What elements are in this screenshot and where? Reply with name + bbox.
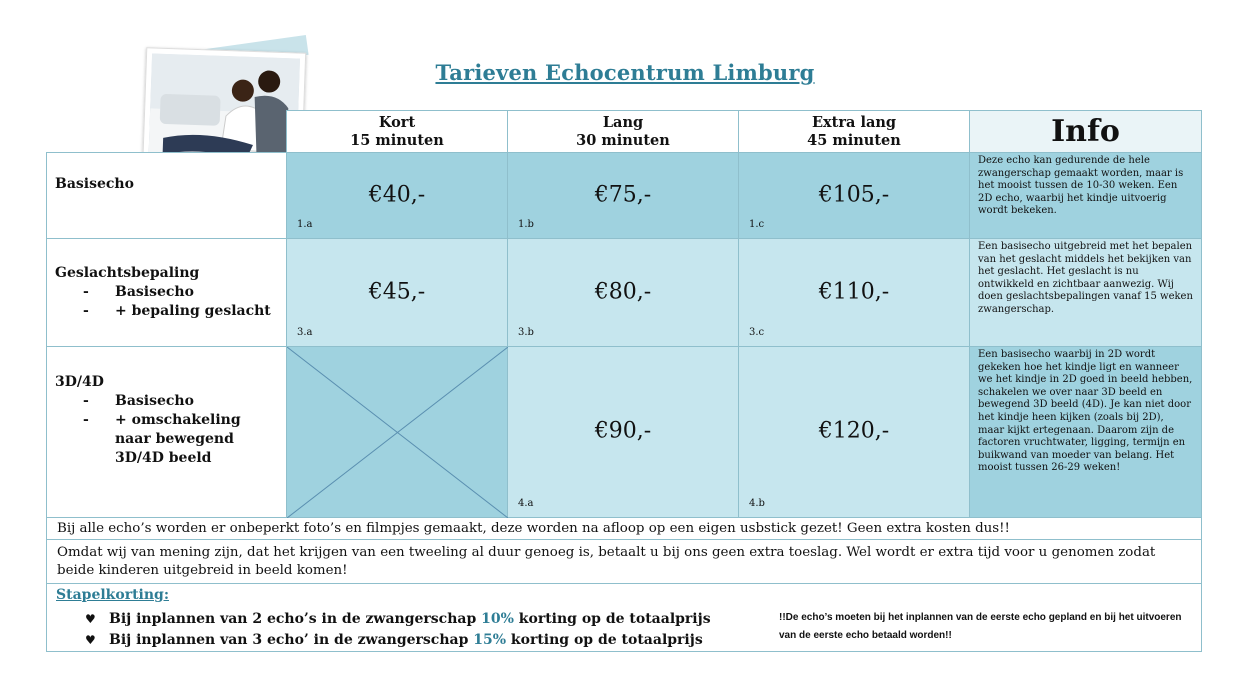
heart-icon: ♥ (85, 633, 96, 647)
info-cell: Een basisecho uitgebreid met het bepalen van het geslacht middels het bekijken van het geslacht. Het geslacht is nu ontwikkeld en zichtbaar aanwezig. Wij doen geslachtsbepalingen vanaf 15 weken zwangerschap. (970, 239, 1202, 347)
list-item-text: Basisecho (115, 393, 194, 409)
price-code: 1.c (749, 219, 765, 230)
row-label-geslachtsbepaling (47, 239, 287, 347)
stapelkorting-section (47, 584, 1202, 652)
note-twins: Omdat wij van mening zijn, dat het krijgen van een tweeling al duur genoeg is, betaalt u bij ons geen extra toeslag. Wel wordt er extra tijd voor u genomen zodat beide kinderen uitgebreid in beeld komen! (47, 540, 1202, 584)
price-cell (739, 347, 970, 518)
price-cell (508, 347, 739, 518)
price-code: 3.b (518, 327, 534, 338)
price-amount: €80,- (594, 278, 652, 304)
price-amount: €45,- (368, 278, 426, 304)
cross-mark (287, 347, 508, 518)
heart-icon: ♥ (85, 612, 96, 626)
page-title: Tarieven Echocentrum Limburg (435, 60, 815, 85)
price-amount: €40,- (368, 181, 426, 207)
list-item-text: + omschakeling naar bewegend 3D/4D beeld (115, 412, 241, 466)
discount-percentage: 10% (481, 611, 514, 627)
price-code: 1.a (297, 219, 313, 230)
payment-warning: !!De echo’s moeten bij het inplannen van de eerste echo gepland en bij het uitvoeren van de eerste echo betaald worden!! (779, 612, 1182, 641)
discount-text: korting op de totaalprijs (513, 611, 711, 627)
price-cell (739, 153, 970, 239)
table-corner (47, 111, 287, 153)
list-item: - + omschakeling naar bewegend 3D/4D beeld (83, 412, 241, 466)
header-lang-label: Lang (602, 113, 644, 131)
discount-text: Bij inplannen van 2 echo’s in de zwangerschap (109, 611, 482, 627)
header-extra-lang-duration: 45 minuten (807, 131, 901, 149)
row-sublist (55, 283, 278, 321)
row-label-basisecho (47, 153, 287, 239)
list-item-text: + bepaling geslacht (115, 303, 271, 319)
header-kort-label: Kort (378, 113, 416, 131)
price-cell (739, 239, 970, 347)
row-label-3d4d (47, 347, 287, 518)
header-lang (508, 111, 739, 153)
list-item: - Basisecho (83, 393, 194, 409)
row-title: 3D/4D (55, 374, 104, 390)
header-kort (287, 111, 508, 153)
price-cell (287, 153, 508, 239)
price-amount: €110,- (818, 278, 890, 304)
price-code: 4.b (749, 498, 765, 509)
note-usb: Bij alle echo’s worden er onbeperkt foto’s en filmpjes gemaakt, deze worden na afloop op een eigen usbstick gezet! Geen extra kosten dus!! (47, 518, 1202, 540)
price-cell (508, 153, 739, 239)
list-item (85, 630, 711, 651)
row-sublist (55, 392, 278, 468)
price-cell (287, 239, 508, 347)
discount-text: Bij inplannen van 3 echo’ in de zwangerschap (109, 632, 474, 648)
list-item: - + bepaling geslacht (83, 303, 271, 319)
info-cell: Deze echo kan gedurende de hele zwangerschap gemaakt worden, maar is het mooist tussen de 10-30 weken. Een 2D echo, waarbij het kindje uitvoerig wordt bekeken. (970, 153, 1202, 239)
list-item (85, 609, 711, 630)
header-lang-duration: 30 minuten (576, 131, 670, 149)
stapelkorting-title: Stapelkorting: (56, 587, 169, 603)
discount-percentage: 15% (473, 632, 507, 648)
price-code: 4.a (518, 498, 534, 509)
row-title: Basisecho (55, 176, 134, 192)
price-code: 1.b (518, 219, 534, 230)
header-kort-duration: 15 minuten (350, 131, 444, 149)
price-code: 3.a (297, 327, 313, 338)
header-extra-lang-label: Extra lang (811, 113, 897, 131)
crossed-out-cell (287, 347, 508, 518)
price-amount: €90,- (594, 418, 652, 444)
price-amount: €120,- (818, 418, 890, 444)
price-amount: €75,- (594, 181, 652, 207)
row-title: Geslachtsbepaling (55, 265, 200, 281)
list-item-text: Basisecho (115, 284, 194, 300)
discount-text: korting op de totaalprijs (506, 632, 703, 648)
header-info: Info (970, 111, 1202, 153)
info-cell: Een basisecho waarbij in 2D wordt gekeken hoe het kindje ligt en wanneer we het kindje in 2D goed in beeld hebben, schakelen we over naar 3D beeld en bewegend 3D beeld (4D). Je kan niet door het kindje heen kijken (zoals bij 2D), maar kijkt ertegenaan. Daarom zijn de factoren vruchtwater, ligging, termijn en buikwand van moeder van belang. Het mooist tussen 26-29 weken! (970, 347, 1202, 518)
stapelkorting-list (85, 609, 711, 651)
price-code: 3.c (749, 327, 765, 338)
price-amount: €105,- (818, 181, 890, 207)
price-table (46, 110, 1202, 652)
list-item: - Basisecho (83, 284, 194, 300)
price-cell (508, 239, 739, 347)
header-extra-lang (739, 111, 970, 153)
